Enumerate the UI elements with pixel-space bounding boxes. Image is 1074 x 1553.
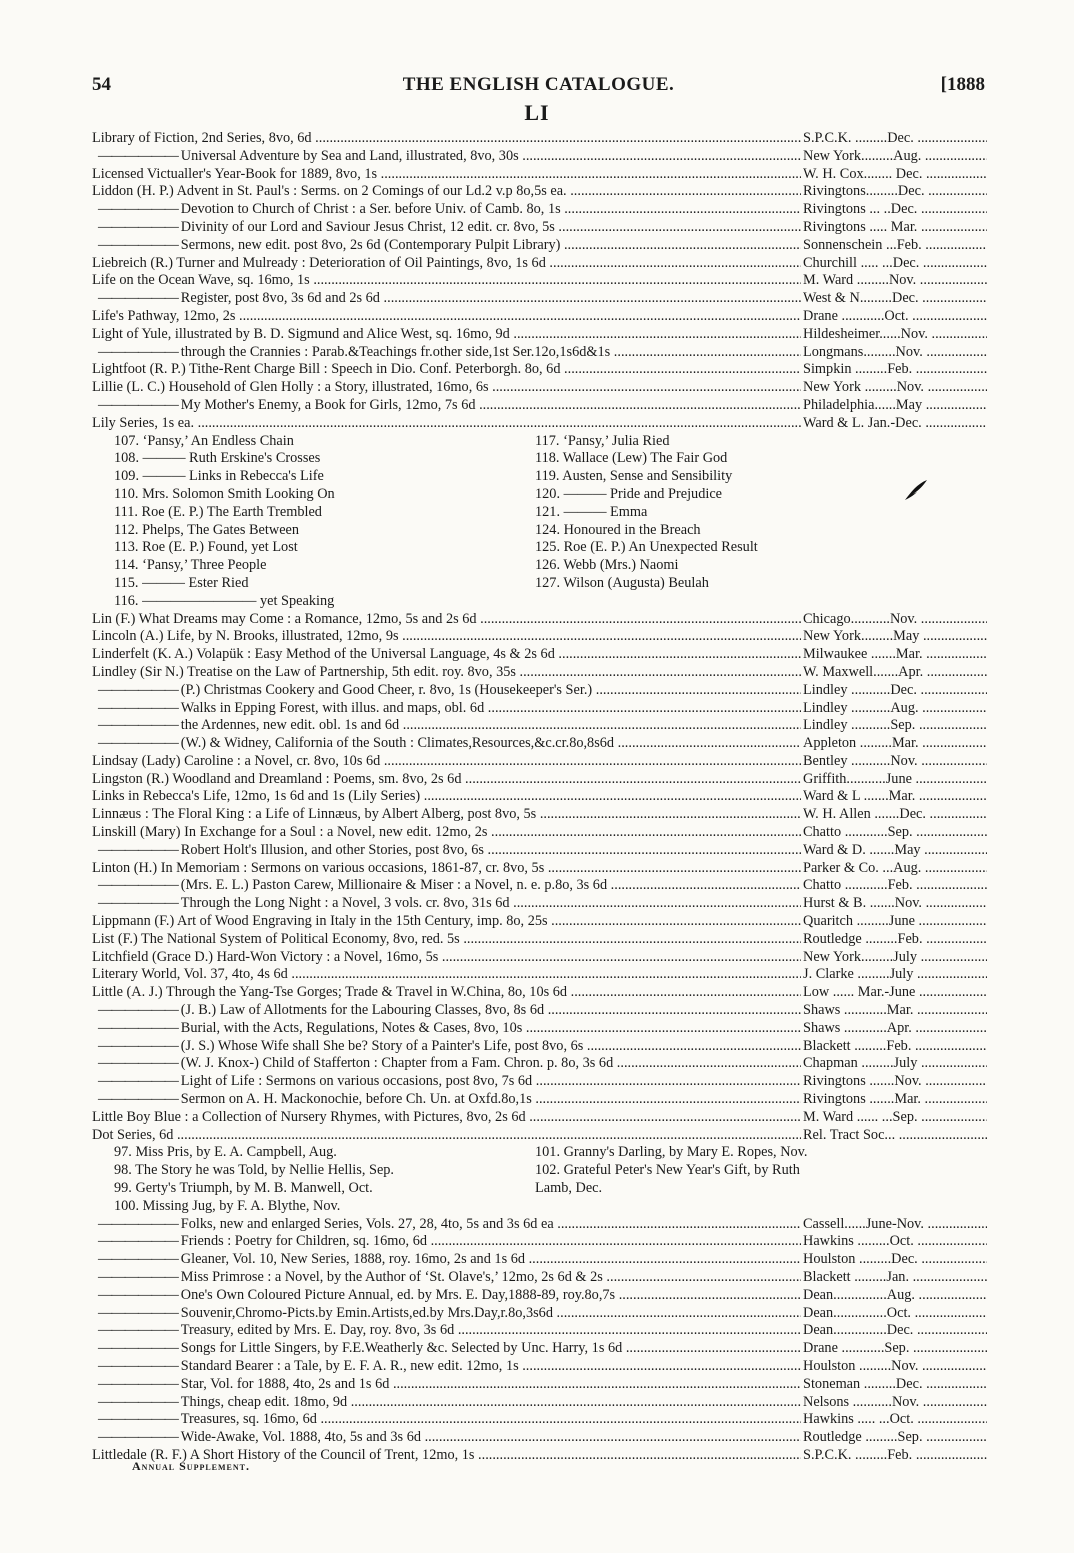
page-year: [1888 [940,74,985,95]
series-item: 109. ——— Links in Rebecca's Life [114,468,324,485]
entry-title: —————— Robert Holt's Illusion, and other Stories, post 8vo, 6s ..... [92,842,801,860]
entry-publisher: Ward & L. Jan.-Dec. ..... [803,415,987,433]
catalogue-entry [92,1038,987,1056]
series-item: 101. Granny's Darling, by Mary E. Ropes, Nov. [535,1144,808,1161]
entry-title: Littledale (R. F.) A Short History of the Council of Trent, 12mo, 1s ..... [92,1447,801,1465]
entry-title: —————— My Mother's Enemy, a Book for Girls, 12mo, 7s 6d ..... [92,397,801,415]
catalogue-entry [92,771,987,789]
catalogue-entry [92,931,987,949]
series-item: 107. ‘Pansy,’ An Endless Chain [114,432,294,449]
catalogue-entry [92,1305,987,1323]
entry-publisher: Shaws ............Apr. ..... [803,1020,987,1038]
entry-title: —————— Treasures, sq. 16mo, 6d ..... [92,1411,801,1429]
catalogue-entry [92,611,987,629]
catalogue-entry [92,308,987,326]
entry-publisher: New York.........May ..... [803,628,987,646]
series-item: Lamb, Dec. [535,1180,603,1197]
catalogue-entry [92,237,987,255]
entry-title: Lillie (L. C.) Household of Glen Holly : a Story, illustrated, 16mo, 6s ..... [92,379,801,397]
catalogue-entry [92,379,987,397]
catalogue-entry [92,415,987,433]
catalogue-entry [92,219,987,237]
catalogue-entry [92,842,987,860]
entry-title: —————— Sermons, new edit. post 8vo, 2s 6d (Contemporary Pulpit Library) ..... [92,237,801,255]
catalogue-entry [92,824,987,842]
entry-publisher: New York .........Nov. ..... [803,379,987,397]
entry-title: —————— Devotion to Church of Christ : a Ser. before Univ. of Camb. 8o, 1s ..... [92,201,801,219]
catalogue-entry [92,1376,987,1394]
catalogue-entry [92,1091,987,1109]
entry-publisher: Blackett .........Jan. ..... [803,1269,987,1287]
entry-title: Liebreich (R.) Turner and Mulready : Deterioration of Oil Paintings, 8vo, 1s 6d ..... [92,255,801,273]
entry-title: —————— (J. S.) Whose Wife shall She be? Story of a Painter's Life, post 8vo, 6s ..... [92,1038,801,1056]
series-item: 117. ‘Pansy,’ Julia Ried [535,432,670,449]
entry-publisher: W. H. Cox........ Dec. ..... [803,166,987,184]
entry-publisher: Rivingtons .......Nov. ..... [803,1073,987,1091]
series-item: 126. Webb (Mrs.) Naomi [535,557,679,574]
catalogue-entry [92,201,987,219]
catalogue-entry [92,183,987,201]
catalogue-entry [92,1394,987,1412]
catalogue-entry [92,1020,987,1038]
entry-title: —————— (Mrs. E. L.) Paston Carew, Millionaire & Miser : a Novel, n. e. p.8o, 3s 6d ..... [92,877,801,895]
entry-publisher: Rel. Tract Soc... ..... [803,1127,987,1145]
entry-title: —————— Wide-Awake, Vol. 1888, 4to, 5s and 3s 6d ..... [92,1429,801,1447]
page-number: 54 [92,74,111,95]
catalogue-entry [92,344,987,362]
entry-title: Literary World, Vol. 37, 4to, 4s 6d ..... [92,966,801,984]
entry-title: —————— through the Crannies : Parab.&Teachings fr.other side,1st Ser.12o,1s6d&1s ..... [92,344,801,362]
series-item: 97. Miss Pris, by E. A. Campbell, Aug. [114,1144,337,1161]
entry-publisher: Hurst & B. .......Nov. ..... [803,895,987,913]
entry-publisher: Routledge .........Sep. ..... [803,1429,987,1447]
catalogue-entry [92,788,987,806]
entry-publisher: Nelsons ...........Nov. ..... [803,1394,987,1412]
series-item: 119. Austen, Sense and Sensibility [535,468,733,485]
series-row [92,504,987,522]
entry-title: Lindley (Sir N.) Treatise on the Law of Partnership, 5th edit. roy. 8vo, 35s ..... [92,664,801,682]
series-item: 118. Wallace (Lew) The Fair God [535,450,728,467]
series-row [92,1180,987,1198]
entry-publisher: Chatto ............Feb. ..... [803,877,987,895]
series-row [92,575,987,593]
entry-title: Licensed Victualler's Year-Book for 1889, 8vo, 1s ..... [92,166,801,184]
entry-publisher: W. H. Allen .......Dec. ..... [803,806,987,824]
entry-publisher: Quaritch .........June ..... [803,913,987,931]
entry-publisher: West & N.........Dec. ..... [803,290,987,308]
series-row [92,1144,987,1162]
catalogue-entry [92,913,987,931]
catalogue-entries [92,130,987,1465]
entry-title: —————— Standard Bearer : a Tale, by E. F. A. R., new edit. 12mo, 1s ..... [92,1358,801,1376]
catalogue-entry [92,326,987,344]
catalogue-entry [92,1251,987,1269]
entry-publisher: Lindley ...........Dec. ..... [803,682,987,700]
catalogue-entry [92,1073,987,1091]
entry-publisher: Sonnenschein ...Feb. ..... [803,237,987,255]
entry-title: Linskill (Mary) In Exchange for a Soul : a Novel, new edit. 12mo, 2s ..... [92,824,801,842]
entry-publisher: Longmans.........Nov. ..... [803,344,987,362]
catalogue-entry [92,166,987,184]
catalogue-entry [92,966,987,984]
entry-title: —————— Star, Vol. for 1888, 4to, 2s and 1s 6d ..... [92,1376,801,1394]
entry-title: —————— Treasury, edited by Mrs. E. Day, roy. 8vo, 3s 6d ..... [92,1322,801,1340]
entry-publisher: S.P.C.K. .........Dec. ..... [803,130,987,148]
catalogue-entry [92,130,987,148]
entry-title: Lightfoot (R. P.) Tithe-Rent Charge Bill : Speech in Dio. Conf. Peterborgh. 8o, 6d ..... [92,361,801,379]
catalogue-entry [92,984,987,1002]
entry-publisher: Rivingtons .......Mar. ..... [803,1091,987,1109]
catalogue-entry [92,255,987,273]
dot-series-list [92,1144,987,1215]
entry-title: Little Boy Blue : a Collection of Nursery Rhymes, with Pictures, 8vo, 2s 6d ..... [92,1109,801,1127]
entry-publisher: Griffith...........June ..... [803,771,987,789]
entry-publisher: Hildesheimer......Nov. ..... [803,326,987,344]
series-item: 102. Grateful Peter's New Year's Gift, by Ruth [535,1162,800,1179]
series-item: 116. ———————— yet Speaking [114,592,335,609]
catalogue-entry [92,1322,987,1340]
entry-publisher: Ward & D. .......May ..... [803,842,987,860]
entry-publisher: Drane ............Oct. ..... [803,308,987,326]
section-heading: LI [524,100,550,125]
entry-title: —————— Songs for Little Singers, by F.E.Weatherly &c. Selected by Unc. Harry, 1s 6d ..... [92,1340,801,1358]
entry-title: —————— Register, post 8vo, 3s 6d and 2s 6d ..... [92,290,801,308]
catalogue-entry [92,717,987,735]
series-row [92,486,987,504]
entry-publisher: Dean...............Aug. ..... [803,1287,987,1305]
series-item: 127. Wilson (Augusta) Beulah [535,574,709,591]
entry-title: —————— (P.) Christmas Cookery and Good Cheer, r. 8vo, 1s (Housekeeper's Ser.) ..... [92,682,801,700]
series-item: 98. The Story he was Told, by Nellie Hellis, Sep. [114,1162,395,1179]
series-row [92,539,987,557]
catalogue-entry [92,735,987,753]
series-row [92,1162,987,1180]
entry-publisher: S.P.C.K. .........Feb. ..... [803,1447,987,1465]
entry-title: Litchfield (Grace D.) Hard-Won Victory : a Novel, 16mo, 5s ..... [92,949,801,967]
catalogue-entry [92,860,987,878]
series-item: 115. ——— Ester Ried [114,574,249,591]
entry-title: Liddon (H. P.) Advent in St. Paul's : Serms. on 2 Comings of our Ld.2 v.p 8o,5s ea. ..... [92,183,801,201]
entry-publisher: Rivingtons.........Dec. ..... [803,183,987,201]
series-item: 112. Phelps, The Gates Between [114,521,300,538]
catalogue-entry [92,1109,987,1127]
entry-publisher: Hawkins .........Oct. ..... [803,1233,987,1251]
entry-publisher: Appleton .........Mar. ..... [803,735,987,753]
entry-title: Lily Series, 1s ea. ..... [92,415,801,433]
catalogue-entry [92,1233,987,1251]
catalogue-entry [92,1002,987,1020]
catalogue-entry [92,397,987,415]
entry-publisher: Philadelphia......May ..... [803,397,987,415]
series-row [92,468,987,486]
entry-publisher: Lindley ...........Aug. ..... [803,700,987,718]
series-item: 111. Roe (E. P.) The Earth Trembled [114,503,322,520]
entry-title: —————— Friends : Poetry for Children, sq. 16mo, 6d ..... [92,1233,801,1251]
page-title: THE ENGLISH CATALOGUE. [402,74,675,95]
catalogue-entry [92,646,987,664]
entry-title: —————— Burial, with the Acts, Regulations, Notes & Cases, 8vo, 10s ..... [92,1020,801,1038]
entry-publisher: Parker & Co. ...Aug. ..... [803,860,987,878]
entry-title: Lincoln (A.) Life, by N. Brooks, illustrated, 12mo, 9s ..... [92,628,801,646]
entry-title: Life's Pathway, 12mo, 2s ..... [92,308,801,326]
entry-title: Linton (H.) In Memoriam : Sermons on various occasions, 1861-87, cr. 8vo, 5s ..... [92,860,801,878]
entry-title: Lin (F.) What Dreams may Come : a Romance, 12mo, 5s and 2s 6d ..... [92,611,801,629]
entry-title: Linderfelt (K. A.) Volapük : Easy Method of the Universal Language, 4s & 2s 6d ..... [92,646,801,664]
entry-title: Linnæus : The Floral King : a Life of Linnæus, by Albert Alberg, post 8vo, 5s ..... [92,806,801,824]
series-item: 113. Roe (E. P.) Found, yet Lost [114,539,298,556]
series-row [92,593,987,611]
entry-publisher: Rivingtons ..... Mar. ..... [803,219,987,237]
entry-publisher: Hawkins ..... ...Oct. ..... [803,1411,987,1429]
entry-title: —————— Divinity of our Lord and Saviour Jesus Christ, 12 edit. cr. 8vo, 5s ..... [92,219,801,237]
entry-title: —————— (W. J. Knox-) Child of Stafferton : Chapter from a Fam. Chron. p. 8o, 3s 6d ..... [92,1055,801,1073]
catalogue-entry [92,1269,987,1287]
entry-title: —————— Light of Life : Sermons on various occasions, post 8vo, 7s 6d ..... [92,1073,801,1091]
entry-publisher: Blackett .........Feb. ..... [803,1038,987,1056]
series-row [92,557,987,575]
series-row [92,1198,987,1216]
series-item: 120. ——— Pride and Prejudice [535,485,723,502]
entry-title: —————— Miss Primrose : a Novel, by the Author of ‘St. Olave's,’ 12mo, 2s 6d & 2s ..... [92,1269,801,1287]
catalogue-entry [92,1127,987,1145]
catalogue-entry [92,1429,987,1447]
entry-publisher: Chapman .........July ..... [803,1055,987,1073]
entry-title: —————— Sermon on A. H. Mackonochie, before Ch. Un. at Oxfd.8o,1s ..... [92,1091,801,1109]
series-item: 110. Mrs. Solomon Smith Looking On [114,485,335,502]
entry-publisher: Stoneman .........Dec. ..... [803,1376,987,1394]
entry-publisher: Rivingtons ... ..Dec. ..... [803,201,987,219]
entry-publisher: Shaws ............Mar. ..... [803,1002,987,1020]
catalogue-entry [92,1411,987,1429]
series-item: 125. Roe (E. P.) An Unexpected Result [535,539,758,556]
series-item: 114. ‘Pansy,’ Three People [114,557,267,574]
entry-title: —————— Folks, new and enlarged Series, Vols. 27, 28, 4to, 5s and 3s 6d ea ..... [92,1216,801,1234]
quill-mark-icon [903,478,929,502]
catalogue-entry [92,148,987,166]
catalogue-entry [92,272,987,290]
entry-title: —————— Gleaner, Vol. 10, New Series, 1888, roy. 16mo, 2s and 1s 6d ..... [92,1251,801,1269]
catalogue-entry [92,895,987,913]
entry-publisher: Simpkin .........Feb. ..... [803,361,987,379]
catalogue-entry [92,664,987,682]
catalogue-entry [92,290,987,308]
entry-publisher: Chicago...........Nov. ..... [803,611,987,629]
series-item: 99. Gerty's Triumph, by M. B. Manwell, Oct. [114,1180,373,1197]
series-row [92,450,987,468]
entry-publisher: Cassell......June-Nov. ..... [803,1216,987,1234]
series-item: 100. Missing Jug, by F. A. Blythe, Nov. [114,1197,341,1214]
entry-publisher: Milwaukee .......Mar. ..... [803,646,987,664]
entry-title: Library of Fiction, 2nd Series, 8vo, 6d ..... [92,130,801,148]
entry-title: —————— One's Own Coloured Picture Annual, ed. by Mrs. E. Day,1888-89, roy.8o,7s ..... [92,1287,801,1305]
entry-publisher: M. Ward ...... ...Sep. ..... [803,1109,987,1127]
series-item: 124. Honoured in the Breach [535,521,701,538]
entry-publisher: Lindley ...........Sep. ..... [803,717,987,735]
series-row [92,522,987,540]
entry-title: Life on the Ocean Wave, sq. 16mo, 1s ..... [92,272,801,290]
catalogue-entry [92,628,987,646]
entry-publisher: Low ...... Mar.-June ..... [803,984,987,1002]
catalogue-entry [92,1216,987,1234]
entry-publisher: J. Clarke .........July ..... [803,966,987,984]
catalogue-entry [92,877,987,895]
entry-publisher: Chatto ............Sep. ..... [803,824,987,842]
series-row [92,433,987,451]
page-header [92,74,985,100]
entry-publisher: New York.........Aug. ..... [803,148,987,166]
catalogue-entry [92,682,987,700]
entry-title: —————— Walks in Epping Forest, with illus. and maps, obl. 6d ..... [92,700,801,718]
entry-title: Little (A. J.) Through the Yang-Tse Gorges; Trade & Travel in W.China, 8o, 10s 6d ..... [92,984,801,1002]
entry-title: —————— Souvenir,Chromo-Picts.by Emin.Artists,ed.by Mrs.Day,r.8o,3s6d ..... [92,1305,801,1323]
series-item: 121. ——— Emma [535,503,648,520]
series-item: 108. ——— Ruth Erskine's Crosses [114,450,321,467]
entry-title: Links in Rebecca's Life, 12mo, 1s 6d and 1s (Lily Series) ..... [92,788,801,806]
entry-publisher: Bentley ...........Nov. ..... [803,753,987,771]
entry-publisher: Churchill ..... ...Dec. ..... [803,255,987,273]
entry-title: Lindsay (Lady) Caroline : a Novel, cr. 8vo, 10s 6d ..... [92,753,801,771]
entry-publisher: Drane ............Sep. ..... [803,1340,987,1358]
entry-title: —————— (J. B.) Law of Allotments for the Labouring Classes, 8vo, 8s 6d ..... [92,1002,801,1020]
catalogue-entry [92,700,987,718]
catalogue-entry [92,361,987,379]
catalogue-entry [92,1340,987,1358]
entry-title: —————— Through the Long Night : a Novel, 3 vols. cr. 8vo, 31s 6d ..... [92,895,801,913]
entry-title: —————— (W.) & Widney, California of the South : Climates,Resources,&c.cr.8o,8s6d ..... [92,735,801,753]
entry-title: Lippmann (F.) Art of Wood Engraving in Italy in the 15th Century, imp. 8o, 25s ..... [92,913,801,931]
entry-publisher: W. Maxwell.......Apr. ..... [803,664,987,682]
entry-title: —————— Things, cheap edit. 18mo, 9d ..... [92,1394,801,1412]
catalogue-entry [92,1055,987,1073]
entry-publisher: Dean...............Oct. ..... [803,1305,987,1323]
entry-publisher: Houlston .........Nov. ..... [803,1358,987,1376]
entry-publisher: New York.........July ..... [803,949,987,967]
entry-title: Lingston (R.) Woodland and Dreamland : Poems, sm. 8vo, 2s 6d ..... [92,771,801,789]
footer-note: Annual Supplement. [132,1459,251,1473]
catalogue-entry [92,806,987,824]
entry-publisher: Routledge .........Feb. ..... [803,931,987,949]
entry-title: List (F.) The National System of Political Economy, 8vo, red. 5s ..... [92,931,801,949]
lily-series-list [92,433,987,611]
entry-title: Light of Yule, illustrated by B. D. Sigmund and Alice West, sq. 16mo, 9d ..... [92,326,801,344]
entry-publisher: M. Ward .........Nov. ..... [803,272,987,290]
catalogue-entry [92,1358,987,1376]
entry-publisher: Houlston .........Dec. ..... [803,1251,987,1269]
catalogue-entry [92,949,987,967]
entry-title: Dot Series, 6d ..... [92,1127,801,1145]
entry-publisher: Ward & L .......Mar. ..... [803,788,987,806]
catalogue-entry [92,1287,987,1305]
entry-title: —————— Universal Adventure by Sea and Land, illustrated, 8vo, 30s ..... [92,148,801,166]
entry-publisher: Dean...............Dec. ..... [803,1322,987,1340]
entry-title: —————— the Ardennes, new edit. obl. 1s and 6d ..... [92,717,801,735]
catalogue-entry [92,753,987,771]
